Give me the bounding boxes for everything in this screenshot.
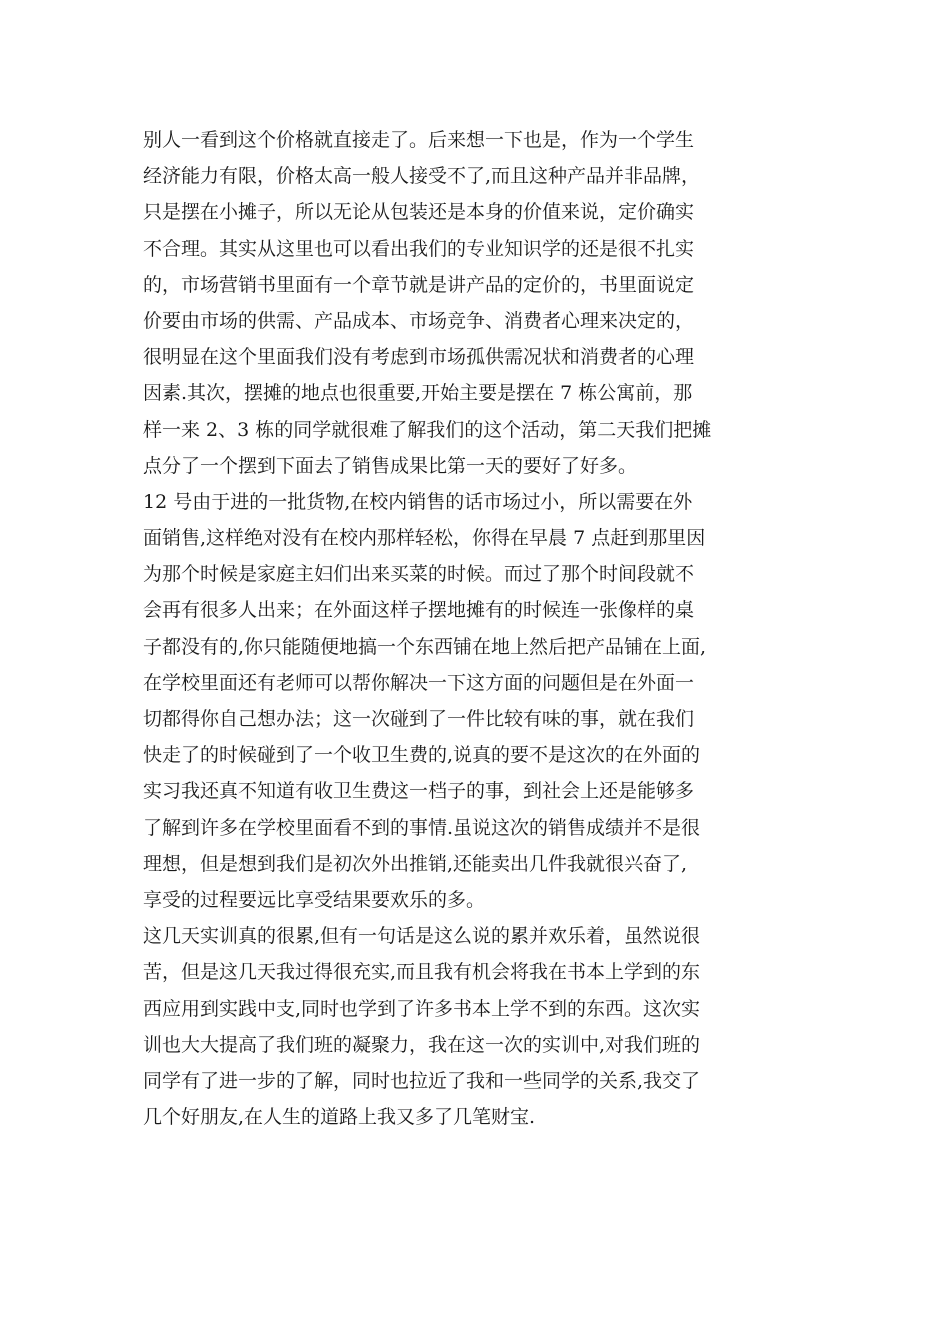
text-line: 同学有了进一步的了解，同时也拉近了我和一些同学的关系,我交了 — [143, 1069, 701, 1092]
text-line: 只是摆在小摊子，所以无论从包装还是本身的价值来说，定价确实 — [143, 201, 695, 224]
text-line: 面销售,这样绝对没有在校内那样轻松，你得在早晨 7 点赶到那里因 — [143, 527, 706, 550]
text-line: 了解到许多在学校里面看不到的事情.虽说这次的销售成绩并不是很 — [143, 816, 701, 839]
text-line: 实习我还真不知道有收卫生费这一档子的事，到社会上还是能够多 — [143, 780, 695, 803]
text-line: 为那个时候是家庭主妇们出来买菜的时候。而过了那个时间段就不 — [143, 563, 695, 586]
text-line: 经济能力有限，价格太高一般人接受不了,而且这种产品并非品牌， — [143, 165, 701, 188]
body-text — [143, 122, 833, 1135]
text-line: 这几天实训真的很累,但有一句话是这么说的累并欢乐着，虽然说很 — [143, 925, 701, 948]
text-line: 会再有很多人出来；在外面这样子摆地摊有的时候连一张像样的桌 — [143, 599, 695, 622]
text-line: 理想，但是想到我们是初次外出推销,还能卖出几件我就很兴奋了, — [143, 852, 688, 875]
text-line: 别人一看到这个价格就直接走了。后来想一下也是，作为一个学生 — [143, 129, 695, 151]
text-line: 因素.其次，摆摊的地点也很重要,开始主要是摆在 7 栋公寓前，那 — [143, 382, 693, 405]
text-line: 快走了的时候碰到了一个收卫生费的,说真的要不是这次的在外面的 — [143, 744, 701, 767]
text-line: 在学校里面还有老师可以帮你解决一下这方面的问题但是在外面一 — [143, 671, 695, 694]
text-line: 的，市场营销书里面有一个章节就是讲产品的定价的，书里面说定 — [143, 273, 695, 296]
text-line: 不合理。其实从这里也可以看出我们的专业知识学的还是很不扎实 — [143, 237, 695, 260]
text-line: 切都得你自己想办法；这一次碰到了一件比较有味的事，就在我们 — [143, 708, 695, 730]
text-line: 享受的过程要远比享受结果要欢乐的多。 — [143, 888, 486, 911]
text-line: 子都没有的,你只能随便地搞一个东西铺在地上然后把产品铺在上面, — [143, 635, 707, 658]
text-line: 很明显在这个里面我们没有考虑到市场孤供需况状和消费者的心理 — [143, 346, 695, 369]
text-line: 苦，但是这几天我过得很充实,而且我有机会将我在书本上学到的东 — [143, 961, 701, 984]
text-line: 点分了一个摆到下面去了销售成果比第一天的要好了好多。 — [143, 454, 638, 477]
text-line: 样一来 2、3 栋的同学就很难了解我们的这个活动，第二天我们把摊 — [143, 418, 712, 441]
text-line: 几个好朋友,在人生的道路上我又多了几笔财宝. — [143, 1106, 536, 1129]
text-line: 12 号由于进的一批货物,在校内销售的话市场过小，所以需要在外 — [143, 490, 693, 513]
text-line: 训也大大提高了我们班的凝聚力，我在这一次的实训中,对我们班的 — [143, 1033, 701, 1056]
text-line: 西应用到实践中支,同时也学到了许多书本上学不到的东西。这次实 — [143, 997, 701, 1020]
text-line: 价要由市场的供需、产品成本、市场竞争、消费者心理来决定的， — [143, 309, 695, 332]
